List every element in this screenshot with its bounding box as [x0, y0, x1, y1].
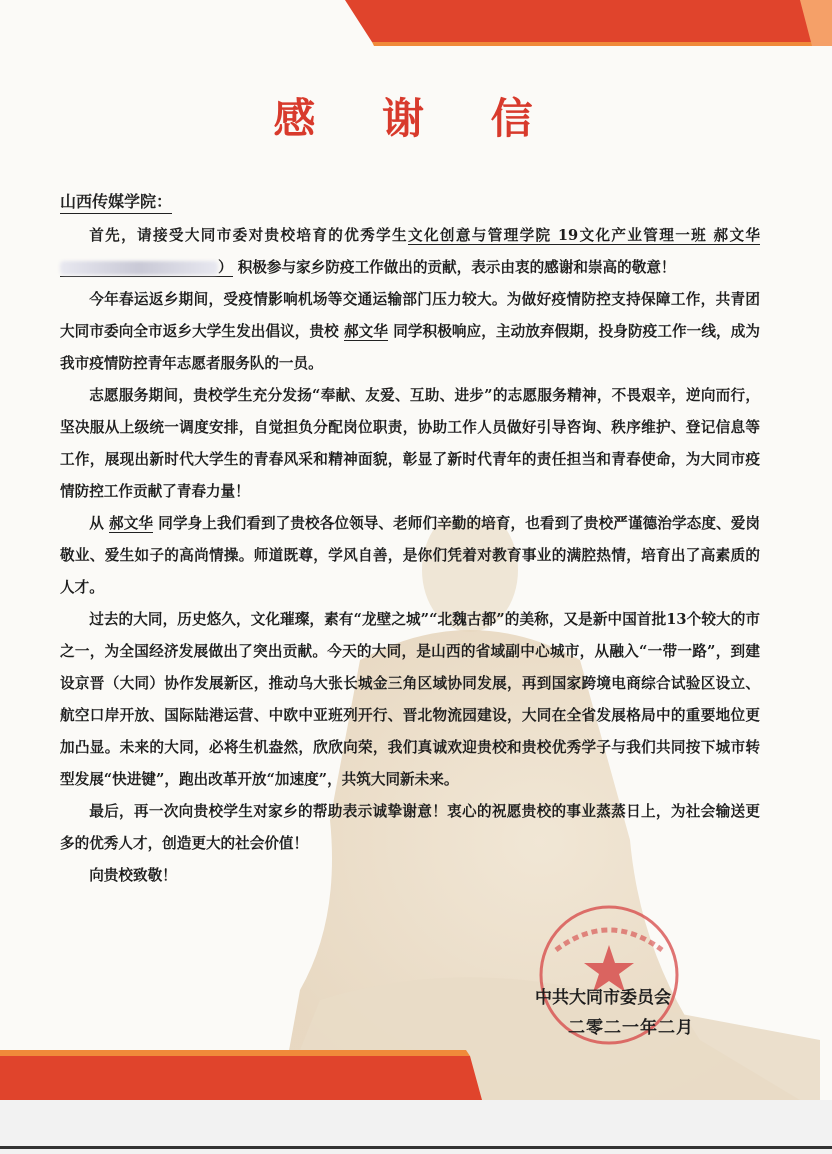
paragraph-6: 最后，再一次向贵校学生对家乡的帮助表示诚挚谢意！衷心的祝愿贵校的事业蒸蒸日上，为社会输送更多的优秀人才，创造更大的社会价值！ — [60, 803, 760, 852]
scan-edge-line — [0, 1146, 832, 1149]
letter-title: 感 谢 信 — [273, 94, 559, 143]
paragraph-3: 志愿服务期间，贵校学生充分发扬“奉献、友爱、互助、进步”的志愿服务精神，不畏艰辛，逆向而行，坚决服从上级统一调度安排，自觉担负分配岗位职责，协助工作人员做好引导咨询、秩序维护、登记信息等工作，展现出新时代大学生的青春风采和精神面貌，彰显了新时代青年的责任担当和青春使命，为大同市疫情防控工作贡献了青春力量！ — [60, 387, 760, 500]
top-right-red-band — [0, 0, 832, 60]
letter-body — [60, 220, 760, 892]
bottom-left-red-band — [0, 1050, 832, 1100]
student-name: 郝文华 — [109, 515, 154, 532]
student-name: 郝文华 — [343, 323, 389, 340]
paragraph-1: 首先，请接受大同市委对贵校培育的优秀学生文化创意与管理学院 19文化产业管理一班 郝文华） 积极参与家乡防疫工作做出的贡献，表示由衷的感谢和崇高的敬意！ — [60, 220, 760, 284]
paragraph-5: 过去的大同，历史悠久，文化璀璨，素有“龙壁之城”“北魏古都”的美称，又是新中国首批13个较大的市之一，为全国经济发展做出了突出贡献。今天的大同，是山西的省域副中心城市，从融入“一带一路”，到建设京晋（大同）协作发展新区，推动乌大张长城金三角区域协同发展，再到国家跨境电商综合试验区设立、航空口岸开放、国际陆港运营、中欧中亚班列开行、晋北物流园建设，大同在全省发展格局中的重要地位更加凸显。未来的大同，必将生机盎然，欣欣向荣，我们真诚欢迎贵校和贵校优秀学子与我们共同按下城市转型发展“快进键”，跑出改革开放“加速度”，共筑大同新未来。 — [60, 611, 760, 788]
signature-date: 二零二一年二月 — [568, 1018, 694, 1038]
paragraph-4: 从 郝文华 同学身上我们看到了贵校各位领导、老师们辛勤的培育，也看到了贵校严谨德治学态度、爱岗敬业、爱生如子的高尚情操。师道既尊，学风自善，是你们凭着对教育事业的满腔热情，培育出了高素质的人才。 — [60, 515, 760, 596]
signature-organization: 中共大同市委员会 — [535, 988, 671, 1008]
salutation: 山西传媒学院： — [60, 189, 172, 214]
student-school-and-name: 文化创意与管理学院 19文化产业管理一班 郝文华） — [60, 227, 760, 277]
redacted-info — [60, 261, 218, 275]
paragraph-2: 今年春运返乡期间，受疫情影响机场等交通运输部门压力较大。为做好疫情防控支持保障工作，共青团大同市委向全市返乡大学生发出倡议，贵校 郝文华 同学积极响应，主动放弃假期，投身防疫工作一线，成为我市疫情防控青年志愿者服务队的一员。 — [60, 291, 760, 372]
paragraph-7: 向贵校致敬！ — [89, 867, 177, 884]
